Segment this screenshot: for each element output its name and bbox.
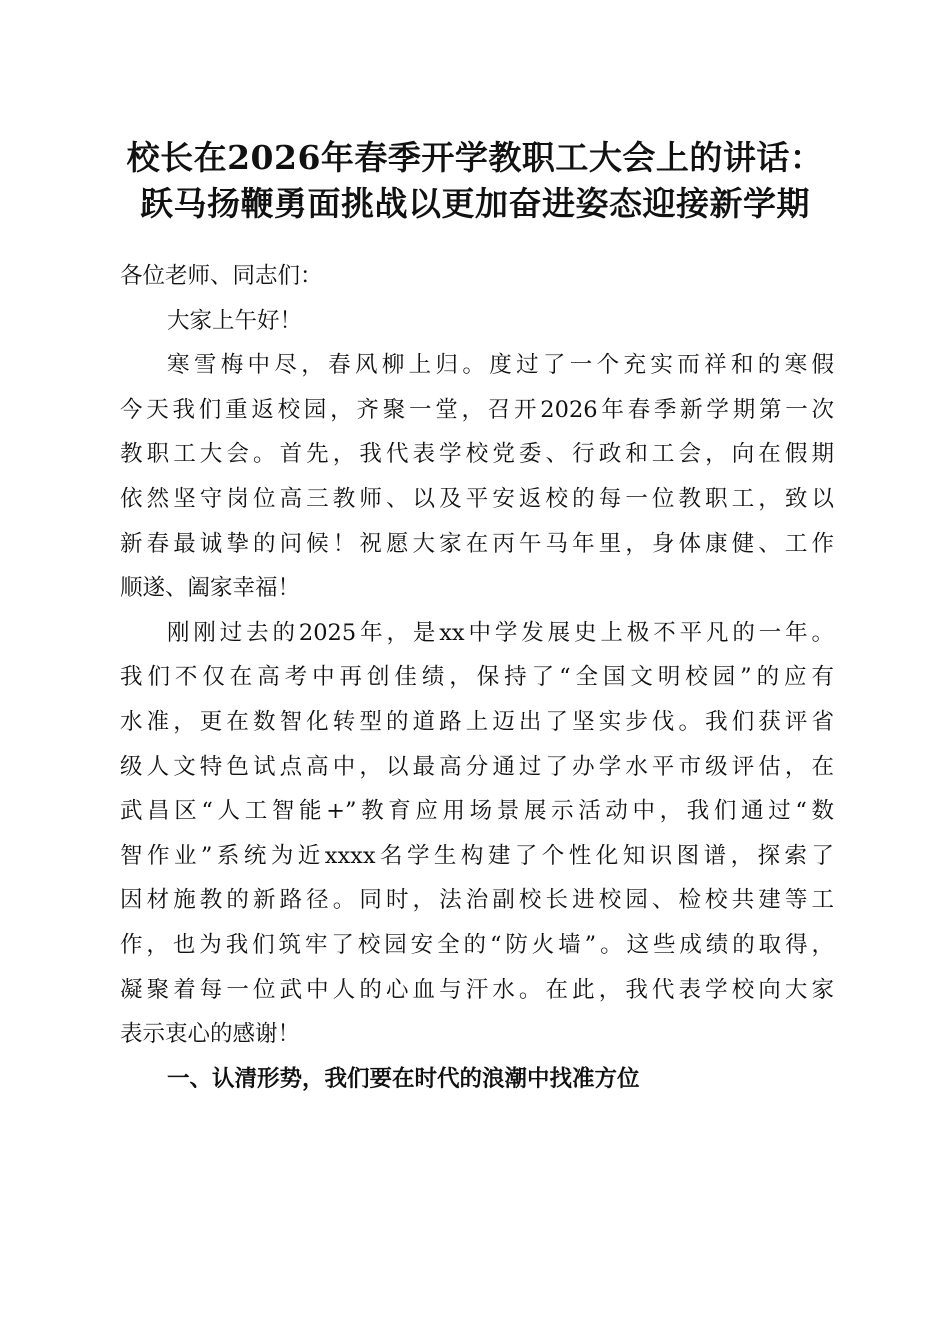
paragraph-2: [120, 611, 834, 1057]
paragraph-line: 我们不仅在高考中再创佳绩，保持了“全国文明校园”的应有: [120, 664, 834, 691]
paragraph-line: 依然坚守岗位高三教师、以及平安返校的每一位教职工，致以: [120, 485, 834, 512]
paragraph-line: 因材施教的新路径。同时，法治副校长进校园、检校共建等工: [120, 887, 834, 914]
paragraph-line: 新春最诚挚的问候！祝愿大家在丙午马年里，身体康健、工作: [120, 530, 834, 557]
paragraph-1: [120, 343, 834, 611]
paragraph-line: 智作业”系统为近xxxx名学生构建了个性化知识图谱，探索了: [120, 842, 834, 869]
paragraph-line: 今天我们重返校园，齐聚一堂，召开2026年春季新学期第一次: [120, 396, 834, 423]
paragraph-line: 顺遂、阖家幸福！: [120, 575, 301, 602]
paragraph-line: 水准，更在数智化转型的道路上迈出了坚实步伐。我们获评省: [120, 708, 834, 735]
paragraph-line: 表示衷心的感谢！: [120, 1021, 301, 1048]
paragraph-line: 武昌区“人工智能+”教育应用场景展示活动中，我们通过“数: [120, 798, 834, 825]
salutation: 各位老师、同志们：: [120, 263, 323, 289]
document-title-line-2: 跃马扬鞭勇面挑战以更加奋进姿态迎接新学期: [140, 184, 810, 223]
paragraph-line: 凝聚着每一位武中人的心血与汗水。在此，我代表学校向大家: [120, 976, 834, 1003]
paragraph-line: 级人文特色试点高中，以最高分通过了办学水平市级评估，在: [120, 753, 834, 780]
paragraph-line: 教职工大会。首先，我代表学校党委、行政和工会，向在假期: [120, 441, 834, 468]
paragraph-line: 作，也为我们筑牢了校园安全的“防火墙”。这些成绩的取得，: [120, 931, 834, 958]
paragraph-line: 寒雪梅中尽，春风柳上归。度过了一个充实而祥和的寒假: [167, 352, 834, 379]
document-body: [120, 254, 834, 1101]
paragraph-line: 刚刚过去的2025年，是xx中学发展史上极不平凡的一年。: [167, 619, 834, 646]
document-title-line-1: 校长在2026年春季开学教职工大会上的讲话：: [126, 138, 824, 177]
section-heading: 一、认清形势，我们要在时代的浪潮中找准方位: [167, 1065, 640, 1092]
greeting: 大家上午好！: [167, 307, 303, 334]
